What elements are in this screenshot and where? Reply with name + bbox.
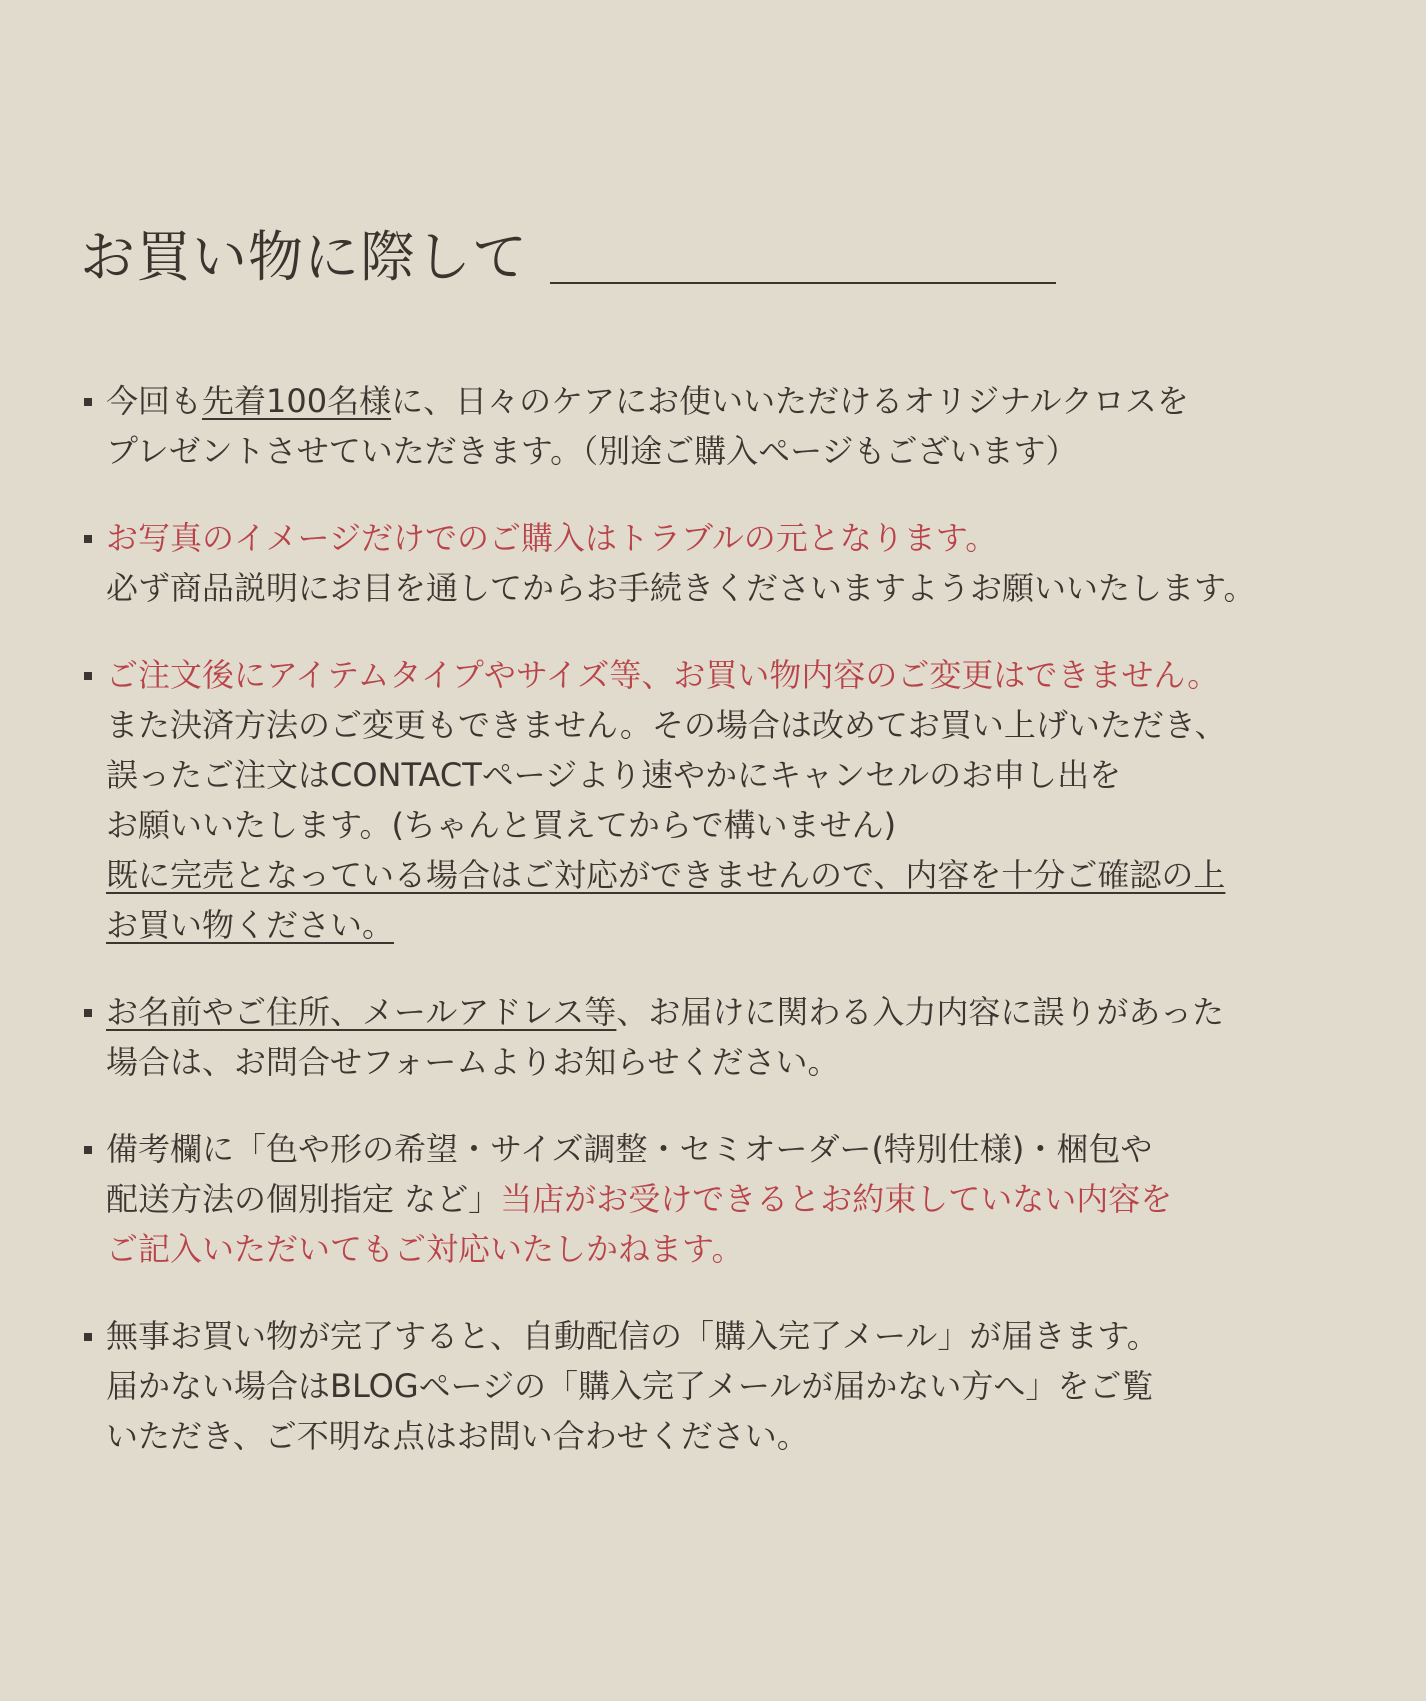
note-text: いただき、ご不明な点はお問い合わせください。 <box>106 1417 809 1455</box>
bullet-icon <box>84 1009 92 1017</box>
note-text-warning: 当店がお受けできるとお約束していない内容を <box>500 1180 1173 1218</box>
note-line <box>106 700 1412 750</box>
note-text: プレゼントさせていただきます。（別途ご購入ページもございます） <box>106 432 1078 470</box>
note-line <box>106 563 1412 613</box>
note-free-cloth-gift <box>82 376 1412 476</box>
note-line <box>106 900 1412 950</box>
bullet-icon <box>84 672 92 680</box>
note-text: お願いいたします。(ちゃんと買えてからで構いません) <box>106 806 897 844</box>
note-text: また決済方法のご変更もできません。その場合は改めてお買い上げいただき、 <box>106 706 1227 744</box>
note-line <box>106 850 1412 900</box>
note-line <box>106 426 1412 476</box>
note-line-warning <box>106 650 1412 700</box>
note-no-order-changes <box>82 650 1412 950</box>
note-line <box>106 1174 1412 1224</box>
note-text: 備考欄に「色や形の希望・サイズ調整・セミオーダー(特別仕様)・梱包や <box>106 1130 1153 1168</box>
bullet-icon <box>84 1146 92 1154</box>
bullet-icon <box>84 398 92 406</box>
note-text: 、お届けに関わる入力内容に誤りがあった <box>616 993 1225 1031</box>
bullet-icon <box>84 535 92 543</box>
note-text-underlined: 既に完売となっている場合はご対応ができませんので、内容を十分ご確認の上 <box>106 856 1226 894</box>
note-text: 場合は、お問合せフォームよりお知らせください。 <box>106 1043 840 1081</box>
note-line-warning <box>106 1224 1412 1274</box>
note-line <box>106 1124 1412 1174</box>
note-line-warning <box>106 513 1412 563</box>
note-purchase-complete-mail <box>82 1311 1412 1461</box>
note-text-underlined: お名前やご住所、メールアドレス等 <box>106 993 617 1031</box>
title-rule <box>550 282 1056 284</box>
note-text: 無事お買い物が完了すると、自動配信の「購入完了メール」が届きます。 <box>106 1317 1159 1355</box>
notes-list <box>82 376 1412 1498</box>
note-line <box>106 750 1412 800</box>
bullet-icon <box>84 1333 92 1341</box>
note-text: 今回も <box>106 382 203 420</box>
note-line <box>106 1361 1412 1411</box>
note-line <box>106 1411 1412 1461</box>
note-line <box>106 1311 1412 1361</box>
note-line <box>106 1037 1412 1087</box>
note-text: 誤ったご注文はCONTACTページより速やかにキャンセルのお申し出を <box>106 756 1122 794</box>
note-text: に、日々のケアにお使いいただけるオリジナルクロスを <box>391 382 1189 420</box>
heading <box>80 222 1056 292</box>
note-remarks-field <box>82 1124 1412 1274</box>
note-text: 届かない場合はBLOGページの「購入完了メールが届かない方へ」をご覧 <box>106 1367 1154 1405</box>
note-input-errors <box>82 987 1412 1087</box>
note-text: ご記入いただいてもご対応いたしかねます。 <box>106 1230 744 1268</box>
note-line <box>106 987 1412 1037</box>
note-text: 配送方法の個別指定 など」 <box>106 1180 501 1218</box>
page-title: お買い物に際して <box>80 225 529 289</box>
note-photo-trouble-warning <box>82 513 1412 613</box>
note-line <box>106 800 1412 850</box>
first-100-customers-text: 先着100名様 <box>202 382 392 420</box>
note-text-underlined: お買い物ください。 <box>106 906 395 944</box>
note-text: お写真のイメージだけでのご購入はトラブルの元となります。 <box>106 519 998 557</box>
note-text: 必ず商品説明にお目を通してからお手続きくださいますようお願いいたします。 <box>106 569 1256 607</box>
note-text: ご注文後にアイテムタイプやサイズ等、お買い物内容のご変更はできません。 <box>106 656 1220 694</box>
note-line <box>106 376 1412 426</box>
